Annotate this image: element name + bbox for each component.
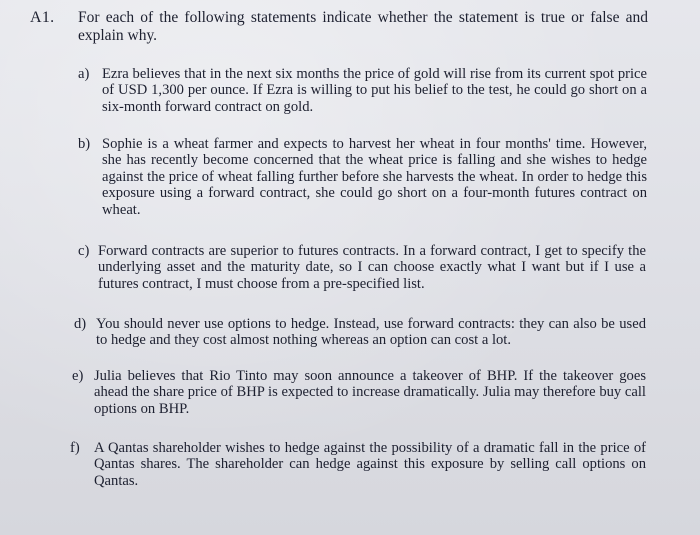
item-letter: e) [72, 368, 84, 384]
item-letter: f) [70, 440, 80, 456]
item-text: Sophie is a wheat farmer and expects to harvest her wheat in four months' time. However, she has recently become concerned that the wheat price is falling and she wishes to hedge against the price of wheat falling further before she harvests the wheat. In order to hedge this exposure using a forward contract, she could go short on a four-month futures contract on wheat. [102, 136, 647, 218]
item-text: You should never use options to hedge. Instead, use forward contracts: they can also be used to hedge and they cost almost nothing whereas an option can cost a lot. [96, 316, 646, 349]
question-number: A1. [30, 9, 55, 26]
question-intro: For each of the following statements indicate whether the statement is true or false and explain why. [78, 9, 648, 44]
item-text: A Qantas shareholder wishes to hedge against the possibility of a dramatic fall in the price of Qantas shares. The shareholder can hedge against this exposure by selling call options on Qantas. [94, 440, 646, 489]
item-letter: b) [78, 136, 91, 152]
item-letter: d) [74, 316, 87, 332]
item-text: Julia believes that Rio Tinto may soon announce a takeover of BHP. If the takeover goes ahead the share price of BHP is expected to increase dramatically. Julia may therefore buy call options on BHP. [94, 368, 646, 417]
item-letter: c) [78, 243, 90, 259]
item-letter: a) [78, 66, 90, 82]
item-text: Forward contracts are superior to futures contracts. In a forward contract, I get to specify the underlying asset and the maturity date, so I can choose exactly what I want but if I use a futures contract, I must choose from a pre-specified list. [98, 243, 646, 292]
item-text: Ezra believes that in the next six months the price of gold will rise from its current spot price of USD 1,300 per ounce. If Ezra is willing to put his belief to the test, he could go short on a six-month forward contract on gold. [102, 66, 647, 115]
